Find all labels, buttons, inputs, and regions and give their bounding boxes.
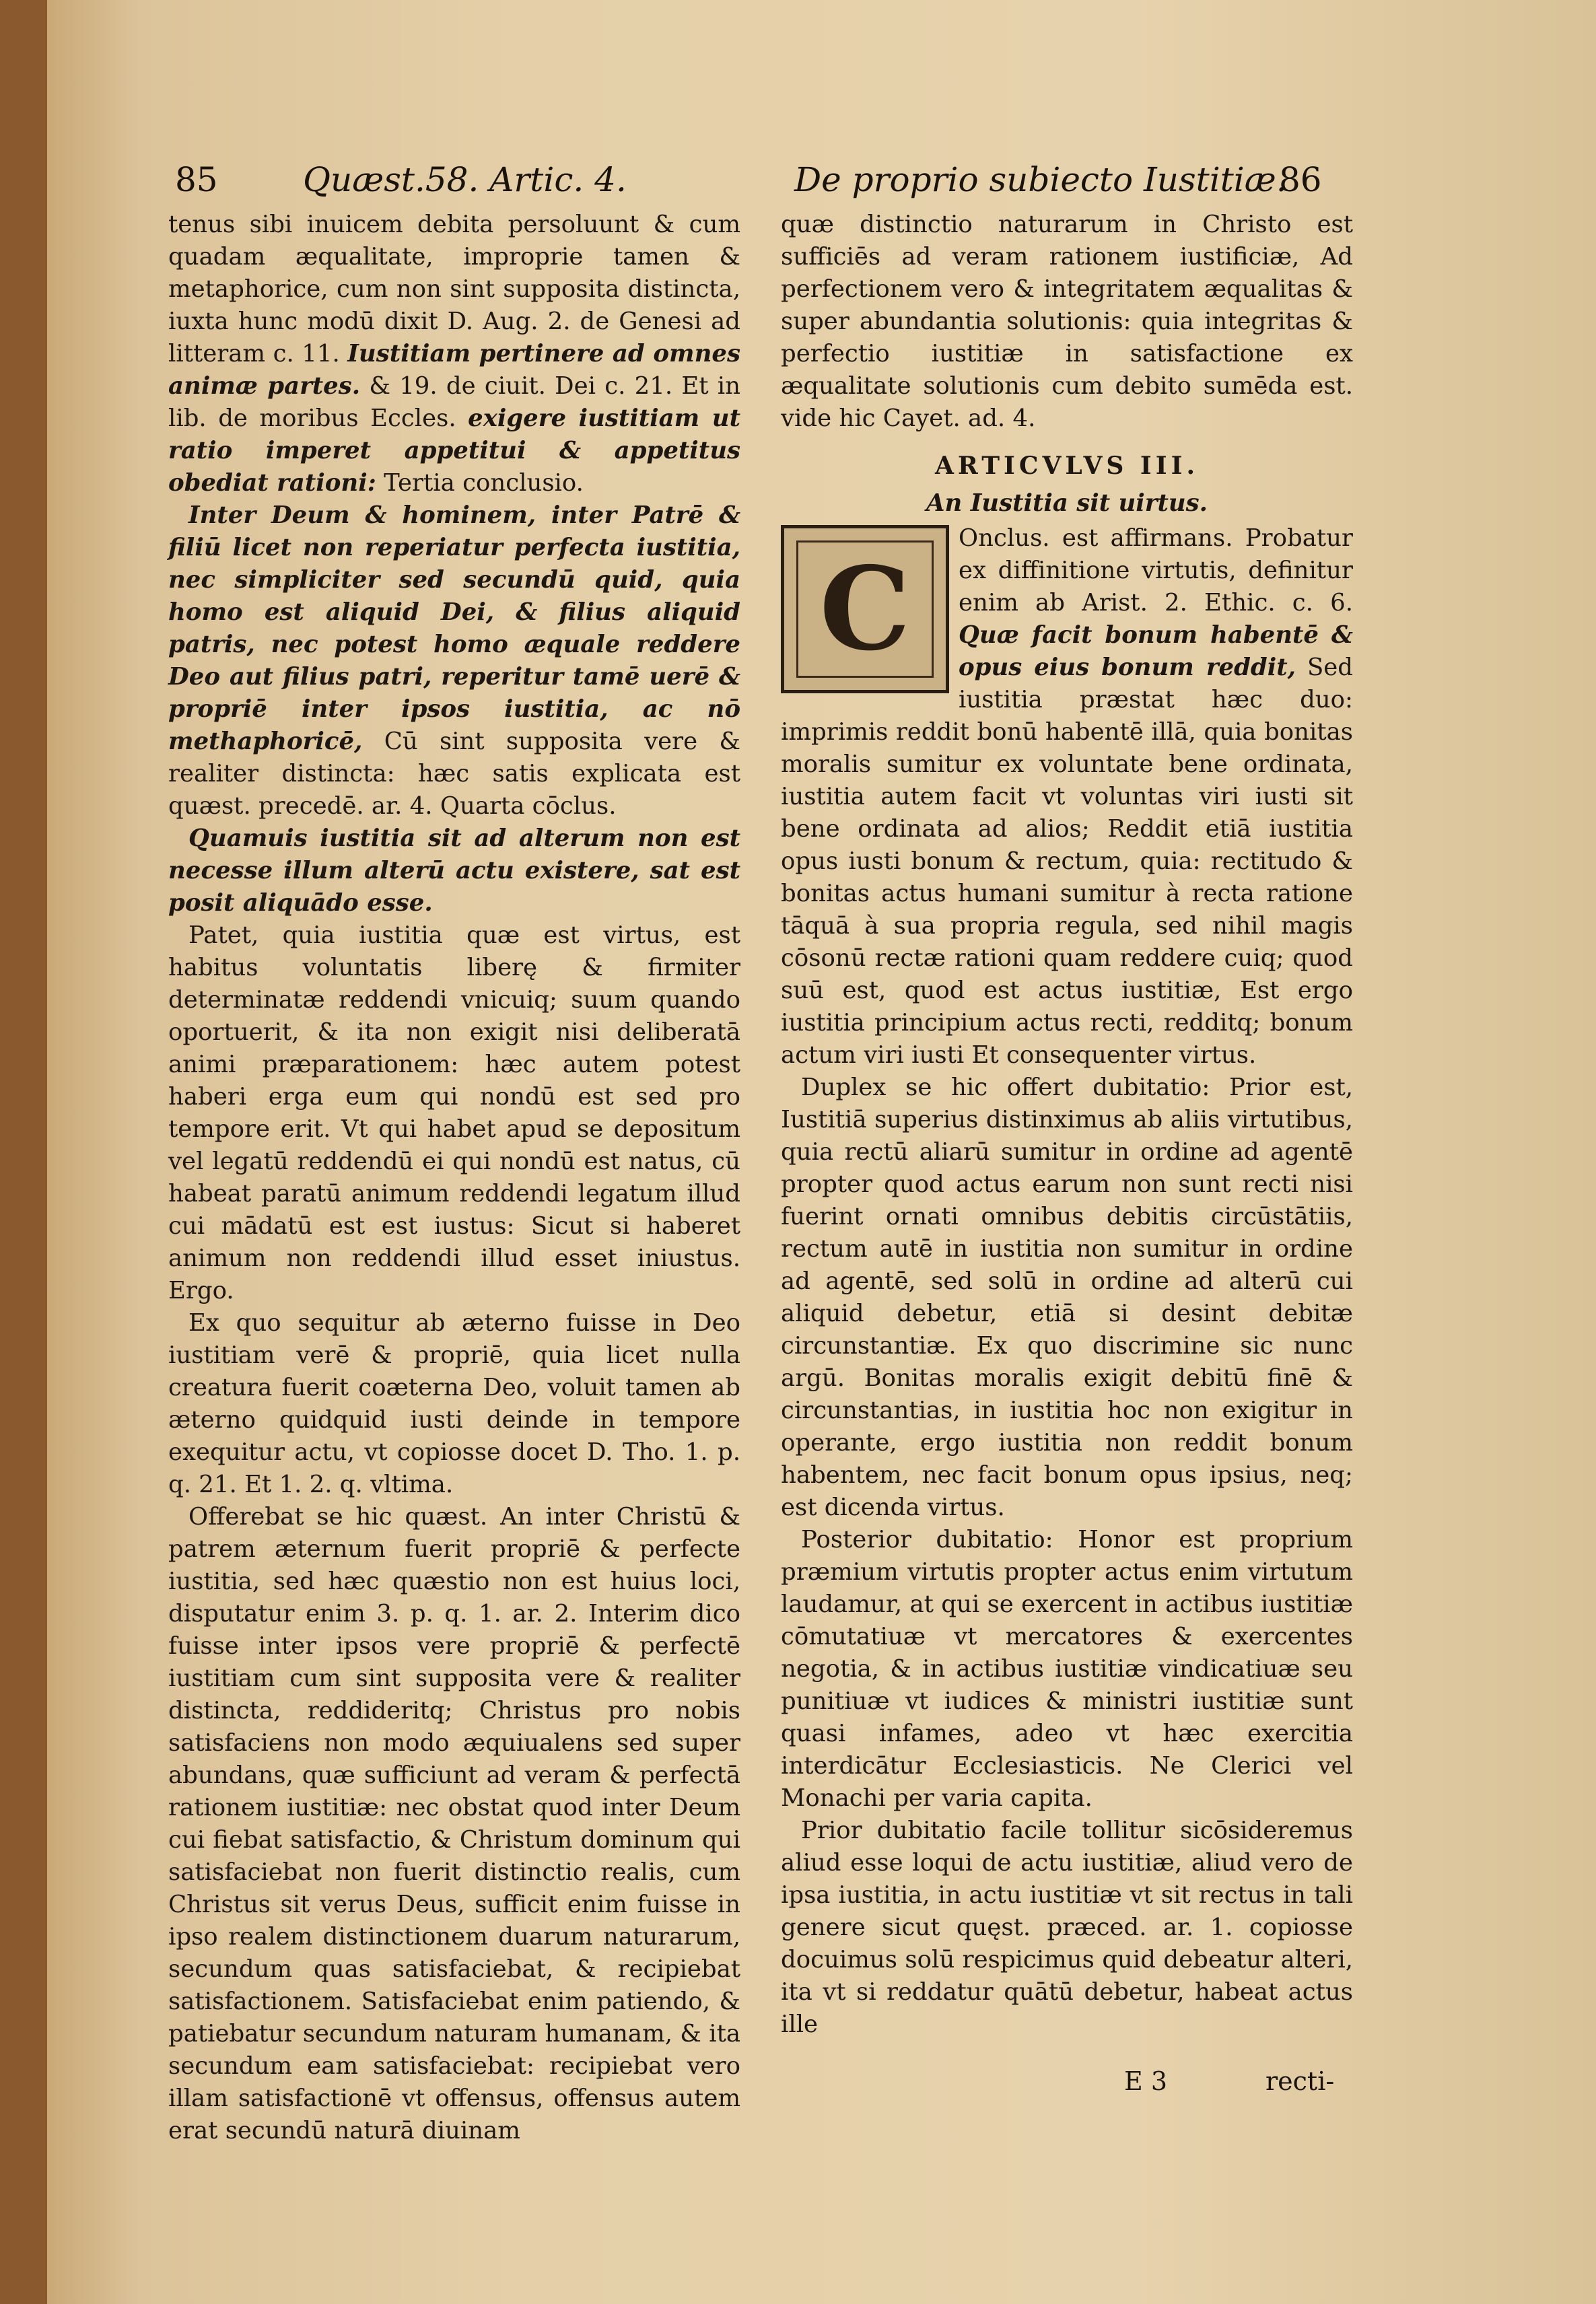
right-intro: quæ distinctio naturarum in Christo est sufficiēs ad veram rationem iustificiæ, Ad perfectionem vero & integritatem æqualitas & super abundantia solutionis: quia integritas & perfectio iustitiæ in satisfactione ex æqualitate solutionis cum debito sumēda est. vide hic Cayet. ad. 4. (781, 211, 1353, 432)
conclusion-quote: Quæ facit bonum habentē & opus eius bonum reddit, (959, 621, 1353, 681)
left-italic-segment: exigere iustitiam ut ratio imperet appetitui & appetitus obediat rationi: (168, 405, 741, 497)
right-page-number: 86 (1279, 160, 1322, 199)
left-text-segment: Tertia conclusio. (384, 469, 584, 497)
right-column (781, 209, 1353, 2041)
initial-letter: C (796, 540, 934, 678)
left-text-segment: Cū sint supposita vere & realiter distincta: hæc satis explicata est quæst. precedē. ar. 4. Quarta cōclus. (168, 728, 740, 820)
book-page (47, 0, 1596, 2304)
conclusion-paragraph (781, 522, 1353, 1072)
left-paragraph (168, 919, 740, 1307)
left-text-segment: Offerebat se hic quæst. An inter Christū & patrem æternum fuerit propriē & perfecte iustitia, sed hæc quæstio non est huius loci, disputatur enim 3. p. q. 1. ar. 2. Interim dico fuisse inter ipsos vere propriē & perfectē iustitiam cum sint supposita vere & realiter distincta, reddideritq; Christus pro nobis satisfaciens non modo æquiualens sed super abundans, quæ sufficiunt ad veram & perfectā rationem iustitiæ: nec obstat quod inter Deum cui fiebat satisfactio, & Christum dominum qui satisfaciebat non fuerit distinctio realis, cum Christus sit verus Deus, sufficit enim fuisse in ipso realem distinctionem duarum naturarum, secundum quas satisfaciebat, & recipiebat satisfactionem. Satisfaciebat enim patiendo, & patiebatur secundum naturam humanam, & ita secundum eam satisfaciebat: recipiebat vero illam satisfactionē vt offensus, offensus autem erat secundū naturā diuinam (168, 1503, 740, 2144)
left-italic-segment: Inter Deum & hominem, inter Patrē & filiū licet non reperiatur perfecta iustitia, nec simpliciter sed secundū quid, quia homo est aliquid Dei, & filius aliquid patris, nec potest homo æquale reddere Deo aut filius patri, reperitur tamē uerē & propriē inter ipsos iustitia, ac nō methaphoricē, (168, 501, 740, 755)
left-italic-segment: Quamuis iustitia sit ad alterum non est necesse illum alterū actu existere, sat est posit aliquādo esse. (168, 825, 740, 917)
left-paragraph (168, 1307, 740, 1501)
decorated-initial (781, 525, 949, 693)
left-paragraph (168, 1501, 740, 2147)
left-text-segment: Ex quo sequitur ab æterno fuisse in Deo iustitiam verē & propriē, quia licet nulla creatura fuerit coæterna Deo, voluit tamen ab æterno quidquid iusti deinde in tempore exequitur actu, vt copiosse docet D. Tho. 1. p. q. 21. Et 1. 2. q. vltima. (168, 1309, 740, 1498)
right-paragraph: Posterior dubitatio: Honor est proprium præmium virtutis propter actus enim virtutum laudamur, at qui se exercent in actibus iustitiæ cōmutatiuæ vt mercatores & exercentes negotia, & in actibus iustitiæ vindicatiuæ seu punitiuæ vt iudices & ministri iustitiæ sunt quasi infames, adeo vt hæc exercitia interdicātur Ecclesiasticis. Ne Clerici vel Monachi per varia capita. (781, 1526, 1353, 1812)
left-italic-segment: Iustitiam pertinere ad omnes animæ partes. (168, 340, 740, 400)
left-running-head: Quæst.58. Artic. 4. (303, 160, 627, 199)
left-column (168, 209, 740, 2147)
conclusion-text-a: Onclus. est affirmans. Probatur ex diffinitione virtutis, definitur enim ab Arist. 2. Ethic. c. 6. (959, 524, 1353, 617)
left-paragraph (168, 823, 740, 919)
article-heading: ARTICVLVS III. (935, 452, 1199, 480)
signature-mark: E 3 (1124, 2066, 1167, 2096)
left-text-segment: & 19. de ciuit. Dei c. 21. Et in lib. de moribus Eccles. (168, 372, 740, 432)
left-text-segment: Patet, quia iustitia quæ est virtus, est habitus voluntatis liberę & firmiter determinatæ reddendi vnicuiq; suum quando oportuerit, & ita non exigit nisi deliberatā animi præparationem: hæc autem potest haberi erga eum qui nondū est sed pro tempore erit. Vt qui habet apud se depositum vel legatū reddendū ei qui nondū est natus, cū habeat paratū animum reddendi legatum illud cui mādatū est est iustus: Sicut si haberet animum non reddendi illud esset iniustus. Ergo. (168, 921, 740, 1304)
left-text-segment: tenus sibi inuicem debita persoluunt & cum quadam æqualitate, improprie tamen & metaphorice, cum non sint supposita distincta, iuxta hunc modū dixit D. Aug. 2. de Genesi ad litteram c. 11. (168, 211, 740, 368)
right-paragraph: Duplex se hic offert dubitatio: Prior est, Iustitiā superius distinximus ab aliis virtutibus, quia rectū aliarū sumitur in ordine ad agentē propter quod actus earum non sunt recti nisi fuerint ornati omnibus debitis circūstātiis, rectum autē in iustitia non sumitur in ordine ad agentē, sed solū in ordine ad alterū cui aliquid debetur, etiā si desint debitæ circunstantiæ. Ex quo discrimine sic nunc argū. Bonitas moralis exigit debitū finē & circunstantias, in iustitia hoc non exigitur in operante, ergo iustitia non reddit bonum habentem, nec facit bonum opus ipsius, neq; est dicenda virtus. (781, 1074, 1353, 1521)
left-paragraph (168, 209, 740, 499)
left-paragraph (168, 499, 740, 823)
right-paragraph: Prior dubitatio facile tollitur sicōsideremus aliud esse loqui de actu iustitiæ, aliud vero de ipsa iustitia, in actu iustitiæ vt sit rectus in tali genere sicut quęst. præced. ar. 1. copiosse docuimus solū respicimus quid debeatur alteri, ita vt si reddatur quātū debetur, habeat actus ille (781, 1817, 1353, 2038)
left-page-number: 85 (175, 160, 218, 199)
right-running-head: De proprio subiecto Iustitiæ. (794, 160, 1287, 199)
catchword: recti- (1265, 2066, 1335, 2096)
article-question: An Iustitia sit uirtus. (926, 489, 1208, 517)
conclusion-text-b: Sed iustitia præstat hæc duo: imprimis reddit bonū habentē illā, quia bonitas moralis sumitur ex voluntate bene ordinata, iustitia autem facit vt voluntas viri iusti sit bene ordinata ad alios; Reddit etiā iustitia opus iusti bonum & rectum, quia: rectitudo & bonitas actus humani sumitur à recta ratione tāquā à sua propria regula, sed nihil magis cōsonū rectæ rationi quam reddere cuiq; quod suū est, quod est actus iustitiæ, Est ergo iustitia principium actus recti, redditq; bonum actum viri iusti Et consequenter virtus. (781, 654, 1353, 1069)
